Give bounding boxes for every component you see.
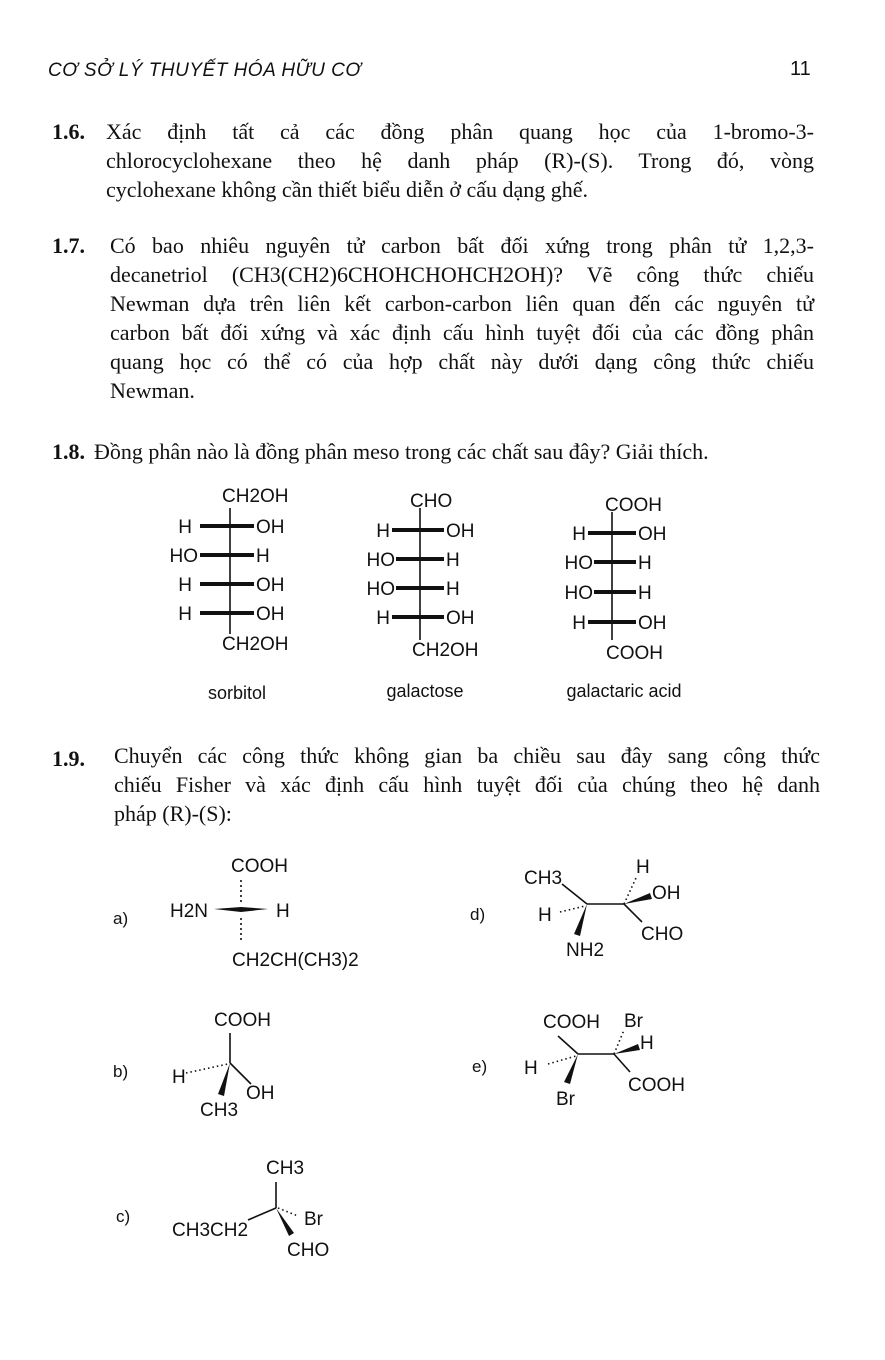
fisher-sorbitol — [200, 508, 254, 634]
fisher-left-group: HO — [564, 583, 593, 604]
fisher-left-group: H — [178, 517, 192, 538]
structure-label: a) — [113, 909, 129, 928]
text-line: Newman. — [110, 378, 195, 403]
structure-label: d) — [470, 905, 486, 924]
structure-c — [116, 1158, 329, 1261]
group-left: CH3CH2 — [172, 1220, 249, 1241]
fisher-right-group: OH — [256, 604, 285, 625]
text-line: Có bao nhiêu nguyên tử carbon bất đối xứng trong phân tử 1,2,3- — [110, 233, 814, 258]
group-cho: CHO — [641, 924, 684, 945]
fisher-right-group: OH — [638, 524, 667, 545]
fisher-left-group: HO — [366, 579, 395, 600]
compound-name: galactaric acid — [566, 681, 682, 701]
text-line: pháp (R)-(S): — [114, 801, 232, 826]
text-line: Đồng phân nào là đồng phân meso trong các chất sau đây? Giải thích. — [94, 439, 709, 464]
fisher-left-group: HO — [564, 553, 593, 574]
fisher-left-group: H — [376, 608, 390, 629]
problem-number: 1.9. — [52, 746, 85, 771]
structure-b — [113, 1010, 275, 1121]
fisher-bottom-group: COOH — [606, 643, 663, 664]
text-line: carbon bất đối xứng và xác định cấu hình tuyệt đối của các đồng phân — [110, 320, 814, 345]
fisher-galactaric-acid — [588, 512, 636, 640]
group-left: H — [172, 1067, 186, 1088]
fisher-left-group: H — [572, 524, 586, 545]
fisher-right-group: H — [638, 583, 652, 604]
group-top: CH3 — [266, 1158, 305, 1179]
fisher-right-group: OH — [256, 575, 285, 596]
compound-name: sorbitol — [207, 683, 267, 703]
group-h: H — [524, 1058, 538, 1079]
fisher-bottom-group: CH2OH — [412, 640, 479, 661]
text-line: quang học có thể có của hợp chất này dưới dạng công thức chiếu — [110, 349, 814, 374]
fisher-left-group: HO — [169, 546, 198, 567]
fisher-right-group: H — [638, 553, 652, 574]
structure-a — [113, 856, 359, 971]
group-bottom: CH3 — [200, 1100, 239, 1121]
group-left: H2N — [170, 901, 209, 922]
problem-number: 1.7. — [52, 233, 85, 258]
fisher-right-group: H — [256, 546, 270, 567]
fisher-galactose — [392, 508, 444, 640]
group-ch3: CH3 — [524, 868, 563, 889]
fisher-top-group: CH2OH — [222, 486, 289, 507]
fisher-left-group: H — [178, 604, 192, 625]
text-line: Newman dựa trên liên kết carbon-carbon liên quan đến các nguyên tử — [110, 291, 814, 316]
fisher-right-group: OH — [638, 613, 667, 634]
group-oh: OH — [652, 883, 681, 904]
text-line: chiếu Fisher và xác định cấu hình tuyệt đối của chúng theo hệ danh — [114, 772, 820, 797]
fisher-left-group: H — [572, 613, 586, 634]
page-number: 11 — [790, 58, 811, 80]
group-br: Br — [556, 1089, 575, 1110]
fisher-top-group: CHO — [410, 491, 453, 512]
text-line: decanetriol (CH3(CH2)6CHOHCHOHCH2OH)? Vẽ công thức chiếu — [110, 262, 814, 287]
group-right: OH — [246, 1083, 275, 1104]
group-top: COOH — [231, 856, 288, 877]
group-right: H — [276, 901, 290, 922]
fisher-top-group: COOH — [605, 495, 662, 516]
group-nh2: NH2 — [566, 940, 605, 961]
text-line: Xác định tất cả các đồng phân quang học của 1-bromo-3- — [106, 119, 814, 144]
group-right: Br — [304, 1209, 323, 1230]
group-bottom: CHO — [287, 1240, 330, 1261]
fisher-right-group: H — [446, 579, 460, 600]
text-line: cyclohexane không cần thiết biểu diễn ở cấu dạng ghế. — [106, 177, 589, 202]
structure-label: c) — [116, 1207, 131, 1226]
fisher-left-group: H — [178, 575, 192, 596]
fisher-right-group: OH — [446, 521, 475, 542]
problem-number: 1.6. — [52, 119, 85, 144]
text-line: Chuyển các công thức không gian ba chiều sau đây sang công thức — [114, 743, 820, 768]
group-cooh: COOH — [628, 1075, 685, 1096]
compound-name: galactose — [386, 681, 464, 701]
structure-d — [470, 857, 683, 961]
group-top: COOH — [214, 1010, 271, 1031]
problem-number: 1.8. — [52, 439, 85, 464]
structure-e — [472, 1011, 685, 1110]
structure-label: b) — [113, 1062, 129, 1081]
running-header-title: CƠ SỞ LÝ THUYẾT HÓA HỮU CƠ — [48, 60, 362, 81]
fisher-right-group: OH — [256, 517, 285, 538]
fisher-left-group: HO — [366, 550, 395, 571]
fisher-right-group: OH — [446, 608, 475, 629]
fisher-bottom-group: CH2OH — [222, 634, 289, 655]
fisher-right-group: H — [446, 550, 460, 571]
text-line: chlorocyclohexane theo hệ danh pháp (R)-(S). Trong đó, vòng — [106, 148, 814, 173]
group-br: Br — [624, 1011, 643, 1032]
group-bottom: CH2CH(CH3)2 — [232, 950, 359, 971]
structure-label: e) — [472, 1057, 488, 1076]
fisher-left-group: H — [376, 521, 390, 542]
group-cooh: COOH — [543, 1012, 600, 1033]
group-h: H — [636, 857, 650, 878]
group-h: H — [640, 1033, 654, 1054]
group-h: H — [538, 905, 552, 926]
